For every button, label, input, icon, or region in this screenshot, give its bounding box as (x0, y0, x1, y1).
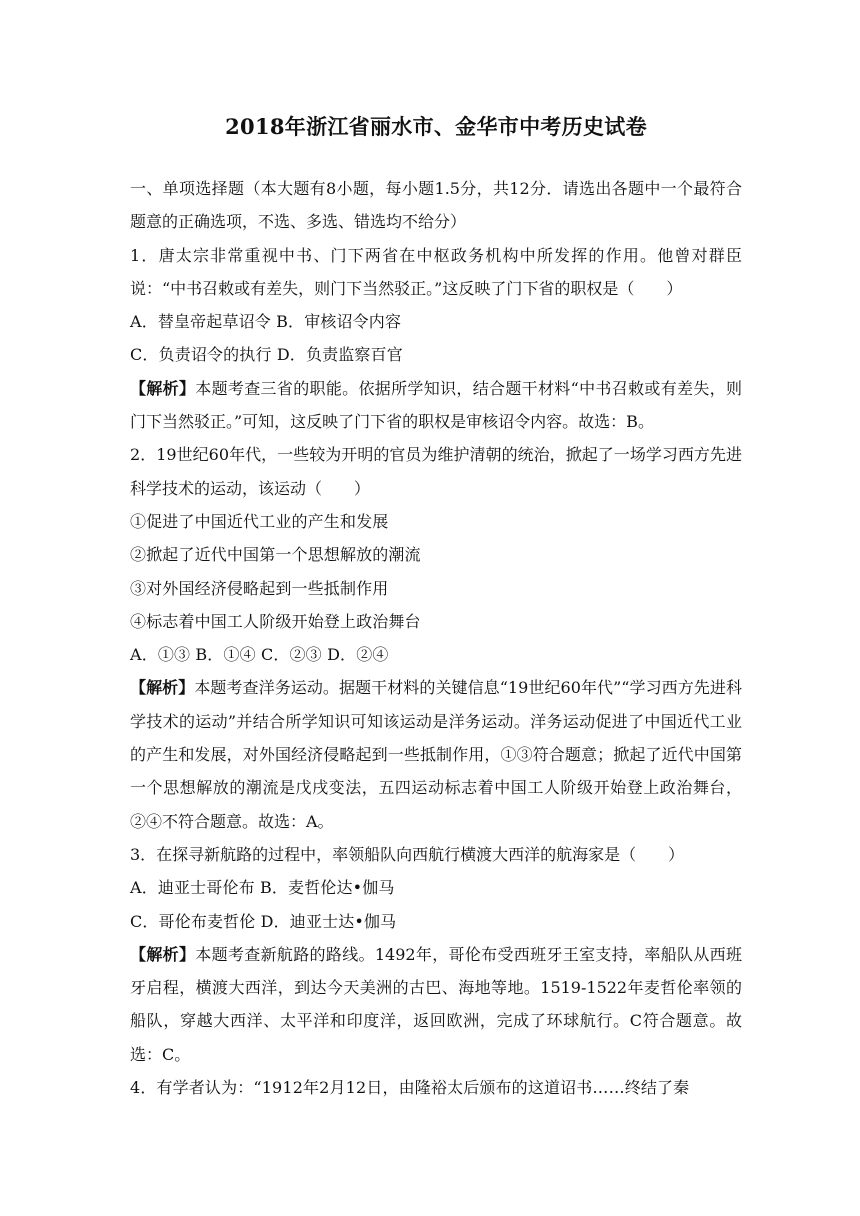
section-heading: 一、单项选择题（本大题有8小题，每小题1.5分，共12分．请选出各题中一个最符合题意的正确选项，不选、多选、错选均不给分） (130, 179, 742, 232)
options: A．①③ B．①④ C．②③ D．②④ (130, 645, 389, 665)
statement-2: ②掀起了近代中国第一个思想解放的潮流 (130, 545, 421, 565)
statement-3: ③对外国经济侵略起到一些抵制作用 (130, 578, 389, 598)
analysis-text: 本题考查三省的职能。依据所学知识，结合题干材料“中书召敕或有差失，则门下当然驳正。”可知，这反映了门下省的职权是审核诏令内容。故选：B。 (130, 378, 742, 432)
analysis-tag: 【解析】 (130, 678, 195, 698)
options-ab: A．替皇帝起草诏令 B．审核诏令内容 (130, 312, 402, 332)
analysis (130, 372, 742, 439)
exam-title: 2018年浙江省丽水市、金华市中考历史试卷 (225, 114, 647, 139)
options-ab: A．迪亚士哥伦布 B．麦哲伦达•伽马 (130, 878, 395, 898)
question-4 (130, 1071, 742, 1104)
statement-1: ①促进了中国近代工业的产生和发展 (130, 511, 389, 531)
question-stem: 3．在探寻新航路的过程中，率领船队向西航行横渡大西洋的航海家是（ ） (130, 844, 685, 864)
analysis (130, 938, 742, 1071)
question-1 (130, 239, 742, 439)
analysis-text: 本题考查新航路的路线。1492年，哥伦布受西班牙王室支持，率船队从西班牙启程，横渡大西洋，到达今天美洲的古巴、海地等地。1519-1522年麦哲伦率领的船队，穿越大西洋、太平洋和印度洋，返回欧洲，完成了环球航行。C符合题意。故选：C。 (130, 944, 742, 1064)
statement-4: ④标志着中国工人阶级开始登上政治舞台 (130, 611, 421, 631)
question-2 (130, 438, 742, 838)
options-cd: C．哥伦布麦哲伦 D．迪亚士达•伽马 (130, 911, 397, 931)
question-stem: 1．唐太宗非常重视中书、门下两省在中枢政务机构中所发挥的作用。他曾对群臣说：“中书召敕或有差失，则门下当然驳正。”这反映了门下省的职权是（ ） (130, 245, 742, 298)
analysis-tag: 【解析】 (130, 378, 196, 398)
analysis (130, 671, 742, 837)
analysis-text: 本题考查洋务运动。据题干材料的关键信息“19世纪60年代”“学习西方先进科学技术的运动”并结合所学知识可知该运动是洋务运动。洋务运动促进了中国近代工业的产生和发展，对外国经济侵略起到一些抵制作用，①③符合题意；掀起了近代中国第一个思想解放的潮流是戊戌变法，五四运动标志着中国工人阶级开始登上政治舞台，②④不符合题意。故选：A。 (130, 678, 742, 831)
question-stem: 2．19世纪60年代，一些较为开明的官员为维护清朝的统治，掀起了一场学习西方先进科学技术的运动，该运动（ ） (130, 445, 742, 498)
options-cd: C．负责诏令的执行 D．负责监察百官 (130, 345, 403, 365)
question-3 (130, 838, 742, 1071)
analysis-tag: 【解析】 (130, 944, 196, 964)
question-stem: 4．有学者认为：“1912年2月12日，由隆裕太后颁布的这道诏书……终结了秦 (130, 1078, 690, 1098)
